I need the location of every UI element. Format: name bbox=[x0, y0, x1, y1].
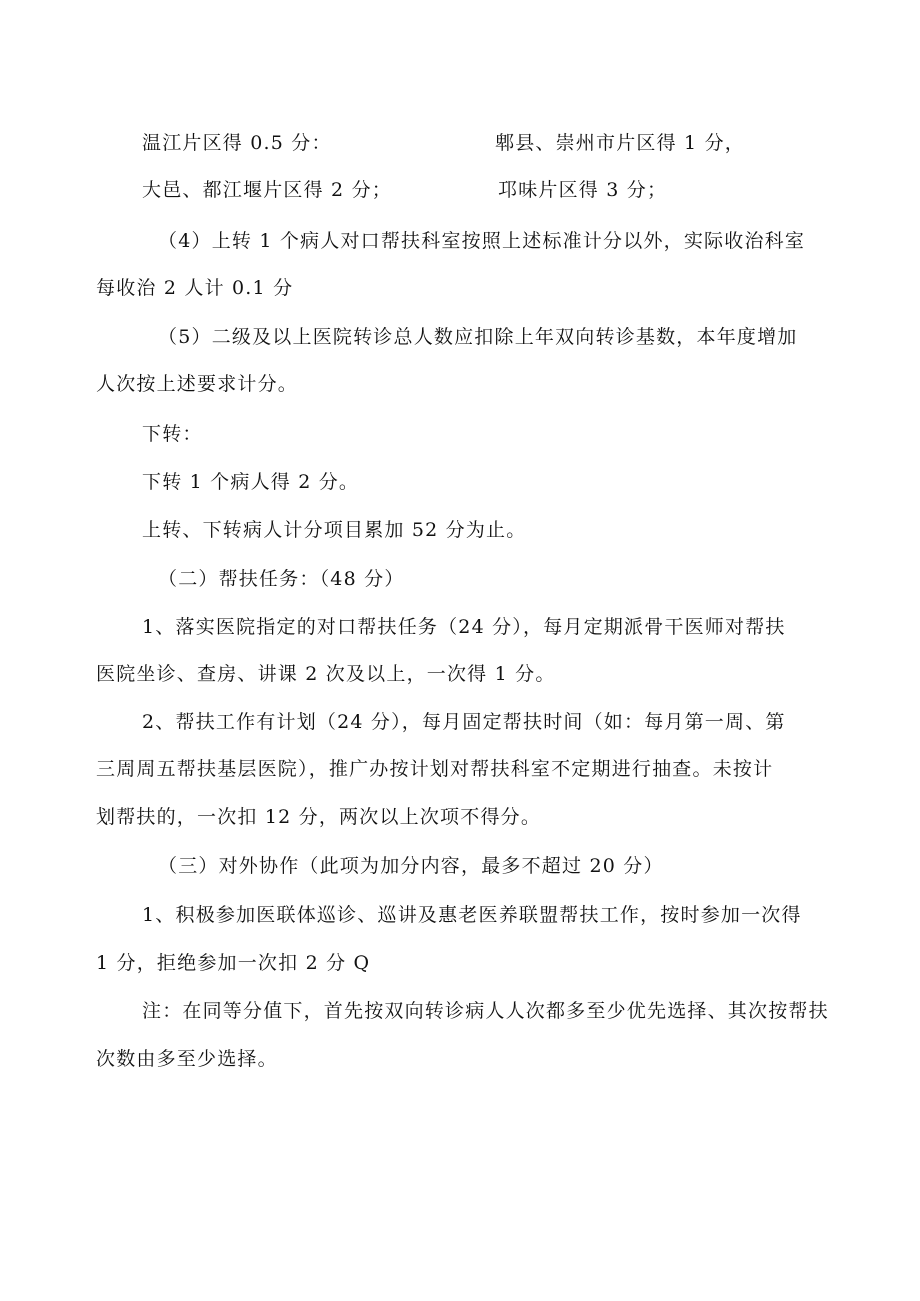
section2-item1-line1: 1、落实医院指定的对口帮扶任务（24 分），每月定期派骨干医师对帮扶 bbox=[142, 616, 786, 638]
section3-heading: （三）对外协作（此项为加分内容，最多不超过 20 分） bbox=[158, 855, 664, 877]
row2-left: 大邑、都江堰片区得 2 分； bbox=[142, 179, 392, 201]
row1-right: 郫县、崇州市片区得 1 分， bbox=[495, 132, 745, 154]
section3-item1-line1: 1、积极参加医联体巡诊、巡讲及惠老医养联盟帮扶工作，按时参加一次得 bbox=[142, 904, 802, 926]
section2-item2-line2: 三周周五帮扶基层医院），推广办按计划对帮扶科室不定期进行抽查。未按计 bbox=[96, 758, 774, 780]
section3-item1-line2: 1 分，拒绝参加一次扣 2 分 Q bbox=[96, 952, 371, 974]
section2-heading: （二）帮扶任务：（48 分） bbox=[158, 568, 405, 590]
section2-item2-line3: 划帮扶的，一次扣 12 分，两次以上次项不得分。 bbox=[96, 806, 542, 828]
note-line2: 次数由多至少选择。 bbox=[96, 1048, 278, 1070]
paragraph-4-line2: 每收治 2 人计 0.1 分 bbox=[96, 277, 294, 299]
down-rule: 下转 1 个病人得 2 分。 bbox=[142, 471, 360, 493]
paragraph-5-line2: 人次按上述要求计分。 bbox=[96, 373, 299, 395]
section2-item2-line1: 2、帮扶工作有计划（24 分），每月固定帮扶时间（如：每月第一周、第 bbox=[142, 711, 786, 733]
cap-rule: 上转、下转病人计分项目累加 52 分为止。 bbox=[142, 519, 527, 541]
paragraph-4-line1: （4）上转 1 个病人对口帮扶科室按照上述标准计分以外，实际收治科室 bbox=[158, 230, 806, 252]
section2-item1-line2: 医院坐诊、查房、讲课 2 次及以上，一次得 1 分。 bbox=[96, 663, 556, 685]
down-heading: 下转： bbox=[142, 423, 203, 445]
paragraph-5-line1: （5）二级及以上医院转诊总人数应扣除上年双向转诊基数，本年度增加 bbox=[158, 326, 798, 348]
note-line1: 注：在同等分值下，首先按双向转诊病人人次都多至少优先选择、其次按帮扶 bbox=[142, 1000, 829, 1022]
row1-left: 温江片区得 0.5 分： bbox=[142, 132, 332, 154]
row2-right: 邛味片区得 3 分； bbox=[498, 179, 668, 201]
